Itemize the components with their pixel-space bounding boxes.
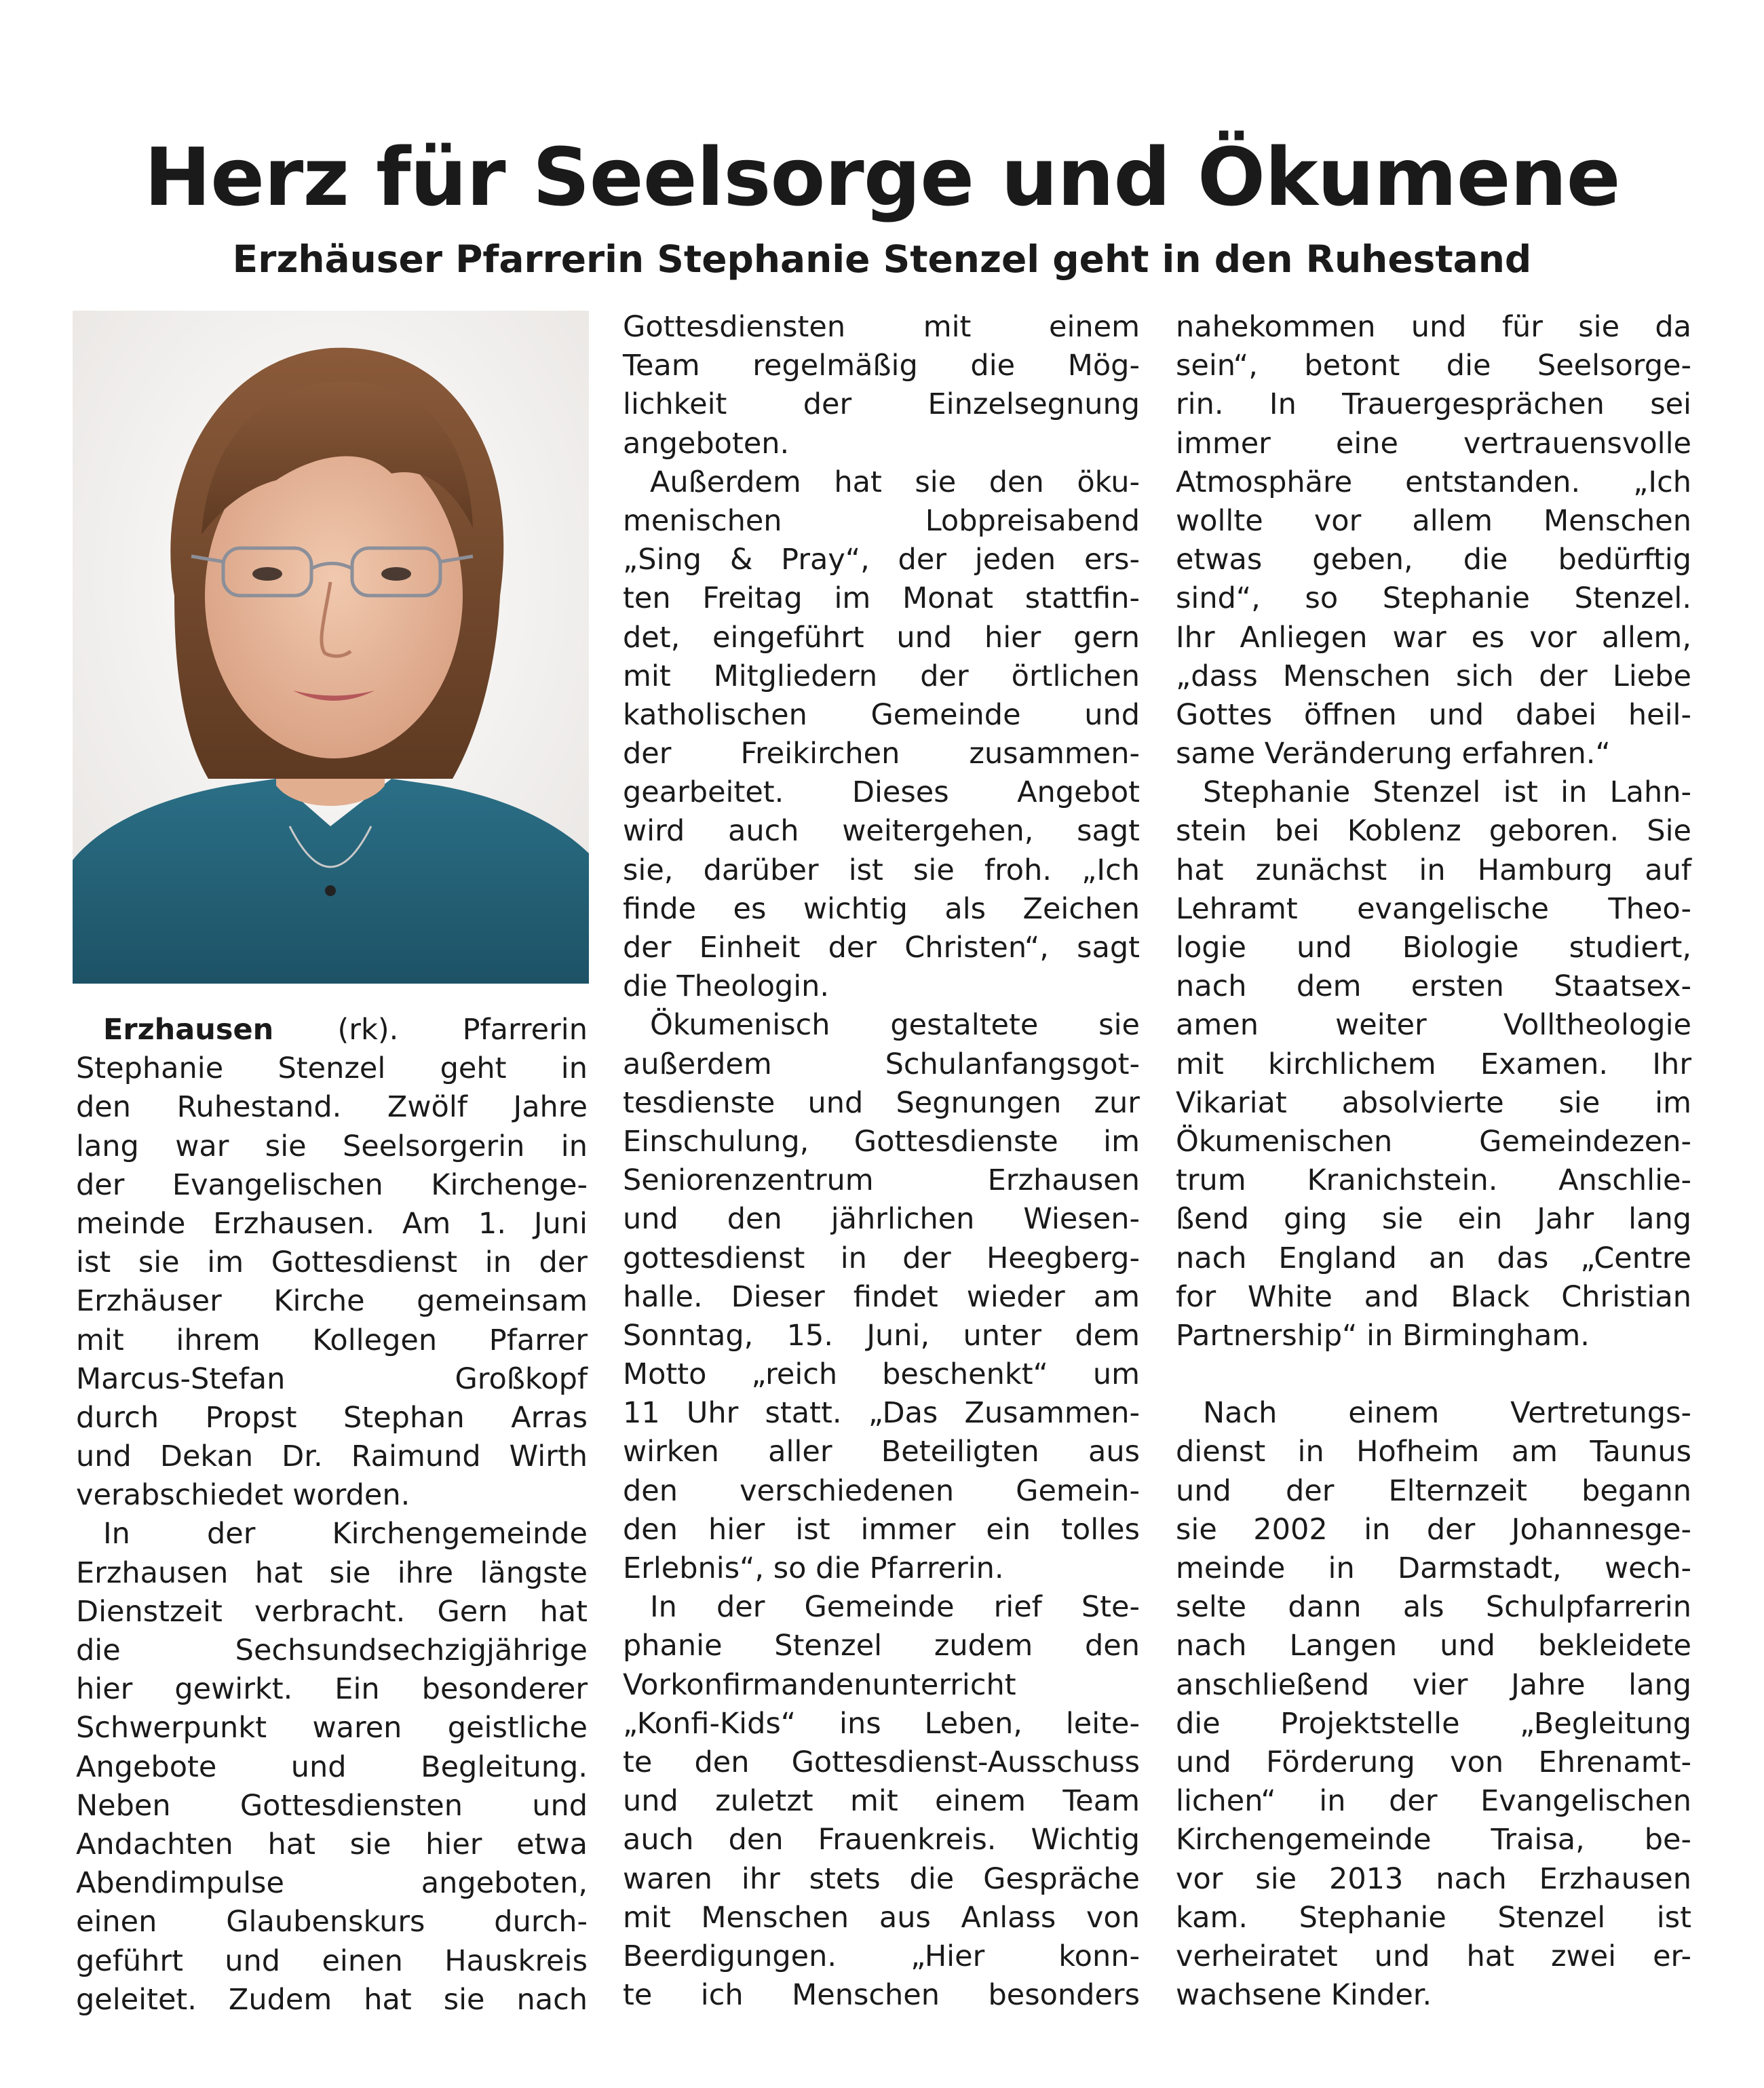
text-line: finde es wichtig als Zeichen [623,891,1140,926]
text-line: for White and Black Christian [1176,1279,1691,1314]
text-line: auch den Frauenkreis. Wichtig [623,1823,1140,1857]
text-line: Dienstzeit verbracht. Gern hat [76,1594,588,1629]
text-line: phanie Stenzel zudem den [623,1629,1140,1663]
text-line: einen Glaubenskurs durch- [76,1905,588,1939]
text-line: same Veränderung erfahren.“ [1176,737,1611,771]
text-line: „Konfi-Kids“ ins Leben, leite- [623,1706,1140,1741]
text-line: Neben Gottesdiensten und [76,1788,588,1823]
text-line: sind“, so Stephanie Stenzel. [1176,581,1691,616]
text-line: Vorkonfirmandenunterricht [623,1667,1016,1702]
text-line: Vikariat absolvierte sie im [1176,1085,1691,1120]
text-line: und zuletzt mit einem Team [623,1784,1140,1819]
text-line: mit Mitgliedern der örtlichen [623,659,1140,693]
text-line: durch Propst Stephan Arras [76,1400,588,1435]
text-line: lichen“ in der Evangelischen [1176,1784,1691,1819]
text-line: Abendimpulse angeboten, [76,1866,588,1901]
text-line: rin. In Trauergesprächen sei [1176,387,1691,422]
text-line: trum Kranichstein. Anschlie- [1176,1163,1691,1198]
text-line: Stephanie Stenzel ist in Lahn- [1203,775,1691,810]
text-line: stein bei Koblenz geboren. Sie [1176,814,1691,849]
dateline: Erzhausen [103,1013,274,1047]
text-line: Motto „reich beschenkt“ um [623,1357,1140,1392]
text-line: Partnership“ in Birmingham. [1176,1318,1590,1353]
text-line: der Einheit der Christen“, sagt [623,931,1140,965]
text-line: nach England an das „Centre [1176,1241,1691,1275]
article-column-2 [623,308,1140,2015]
text-line: ten Freitag im Monat stattfin- [623,581,1140,616]
article-headline: Herz für Seelsorge und Ökumene [144,130,1620,224]
text-line: In der Kirchengemeinde [103,1517,588,1551]
text-line: der Freikirchen zusammen- [623,737,1140,771]
text-line: meinde Erzhausen. Am 1. Juni [76,1206,588,1241]
text-line: te ich Menschen besonders [623,1978,1140,2013]
text-line [76,1011,588,1049]
portrait-photo [73,311,589,984]
text-line: wird auch weitergehen, sagt [623,814,1140,849]
text-line: selte dann als Schulpfarrerin [1176,1590,1691,1625]
text-line: 11 Uhr statt. „Das Zusammen- [623,1396,1140,1431]
article-subheadline: Erzhäuser Pfarrerin Stephanie Stenzel geht in den Ruhestand [232,237,1532,281]
text-line: ßend ging sie ein Jahr lang [1176,1202,1691,1237]
text-line: der Evangelischen Kirchenge- [76,1167,588,1202]
text-line: sie 2002 in der Johannesge- [1176,1512,1691,1547]
text-line: tesdienste und Segnungen zur [623,1085,1140,1120]
text-line: meinde in Darmstadt, wech- [1176,1551,1691,1585]
text-line: und Dekan Dr. Raimund Wirth [76,1439,588,1474]
text-line: verabschiedet worden. [76,1478,410,1513]
text-line: Marcus-Stefan Großkopf [76,1361,588,1396]
text-line: katholischen Gemeinde und [623,697,1140,732]
text-line: In der Gemeinde rief Ste- [650,1590,1140,1625]
text-line: mit kirchlichem Examen. Ihr [1176,1047,1691,1081]
text-line: Andachten hat sie hier etwa [76,1827,588,1861]
text-line: halle. Dieser findet wieder am [623,1279,1140,1314]
text-line: Ihr Anliegen war es vor allem, [1176,620,1691,655]
text-line: mit Menschen aus Anlass von [623,1900,1140,1935]
text-line: lang war sie Seelsorgerin in [76,1129,588,1163]
text-line: angeboten. [623,426,790,461]
text-line: Lehramt evangelische Theo- [1176,891,1691,926]
text-line: außerdem Schulanfangsgot- [623,1047,1140,1081]
text-line: te den Gottesdienst-Ausschuss [623,1745,1140,1779]
text-line: die Sechsundsechzigjährige [76,1633,588,1667]
text-line: amen weiter Volltheologie [1176,1008,1691,1043]
text-line: den hier ist immer ein tolles [623,1512,1140,1547]
text-line: gottesdienst in der Heegberg- [623,1241,1140,1275]
text-line: nach dem ersten Staatsex- [1176,969,1691,1004]
text-line: Gottesdiensten mit einem [623,310,1140,344]
text-line: Beerdigungen. „Hier konn- [623,1939,1140,1973]
text-line: dienst in Hofheim am Taunus [1176,1435,1691,1469]
text-line: Einschulung, Gottesdienste im [623,1124,1140,1159]
article-column-1 [76,1011,588,2019]
text-line-rest: (rk). Pfarrerin [273,1013,588,1047]
text-line: Schwerpunkt waren geistliche [76,1711,588,1745]
text-line: den Ruhestand. Zwölf Jahre [76,1090,588,1125]
text-line: lichkeit der Einzelsegnung [623,387,1140,422]
text-line: geleitet. Zudem hat sie nach [76,1982,588,2017]
text-line: den verschiedenen Gemein- [623,1473,1140,1508]
text-line: Angebote und Begleitung. [76,1749,588,1784]
text-line: Nach einem Vertretungs- [1203,1396,1691,1431]
text-line: Team regelmäßig die Mög- [623,349,1140,383]
text-line: geführt und einen Hauskreis [76,1944,588,1978]
text-line: Erzhäuser Kirche gemeinsam [76,1284,588,1319]
text-line: Ökumenisch gestaltete sie [650,1008,1140,1043]
text-line: verheiratet und hat zwei er- [1176,1939,1691,1973]
text-line: „Sing & Pray“, der jeden ers- [623,543,1140,577]
text-line: det, eingeführt und hier gern [623,620,1140,655]
paragraph-gap [1176,1355,1691,1394]
text-line: menischen Lobpreisabend [623,503,1140,538]
text-line: waren ihr stets die Gespräche [623,1861,1140,1896]
text-line: und der Elternzeit begann [1176,1473,1691,1508]
text-line: Atmosphäre entstanden. „Ich [1176,465,1691,499]
text-line: Außerdem hat sie den öku- [650,465,1140,499]
text-line: wachsene Kinder. [1176,1978,1432,2013]
text-line: die Projektstelle „Begleitung [1176,1706,1691,1741]
text-line: Sonntag, 15. Juni, unter dem [623,1318,1140,1353]
text-line: hat zunächst in Hamburg auf [1176,853,1691,887]
text-line: Stephanie Stenzel geht in [76,1051,588,1086]
text-line: kam. Stephanie Stenzel ist [1176,1900,1691,1935]
text-line: Erlebnis“, so die Pfarrerin. [623,1551,1004,1585]
text-line: wirken aller Beteiligten aus [623,1435,1140,1469]
article-column-3 [1176,308,1691,2015]
text-line: hier gewirkt. Ein besonderer [76,1672,588,1707]
text-line: Kirchengemeinde Traisa, be- [1176,1823,1691,1857]
text-line: ist sie im Gottesdienst in der [76,1245,588,1280]
text-line: nahekommen und für sie da [1176,310,1691,344]
text-line: nach Langen und bekleidete [1176,1629,1691,1663]
text-line: logie und Biologie studiert, [1176,931,1691,965]
text-line: sie, darüber ist sie froh. „Ich [623,853,1140,887]
text-line: Gottes öffnen und dabei heil- [1176,697,1691,732]
text-line: anschließend vier Jahre lang [1176,1667,1691,1702]
text-line: immer eine vertrauensvolle [1176,426,1691,461]
text-line: vor sie 2013 nach Erzhausen [1176,1861,1691,1896]
text-line: sein“, betont die Seelsorge- [1176,349,1691,383]
text-line: gearbeitet. Dieses Angebot [623,775,1140,810]
text-line: Erzhausen hat sie ihre längste [76,1555,588,1590]
text-line: mit ihrem Kollegen Pfarrer [76,1323,588,1357]
text-line: Seniorenzentrum Erzhausen [623,1163,1140,1198]
text-line: „dass Menschen sich der Liebe [1176,659,1691,693]
text-line: wollte vor allem Menschen [1176,503,1691,538]
text-line: etwas geben, die bedürftig [1176,543,1691,577]
text-line: und Förderung von Ehrenamt- [1176,1745,1691,1779]
text-line: und den jährlichen Wiesen- [623,1202,1140,1237]
text-line: die Theologin. [623,969,830,1004]
text-line: Ökumenischen Gemeindezen- [1176,1124,1691,1159]
